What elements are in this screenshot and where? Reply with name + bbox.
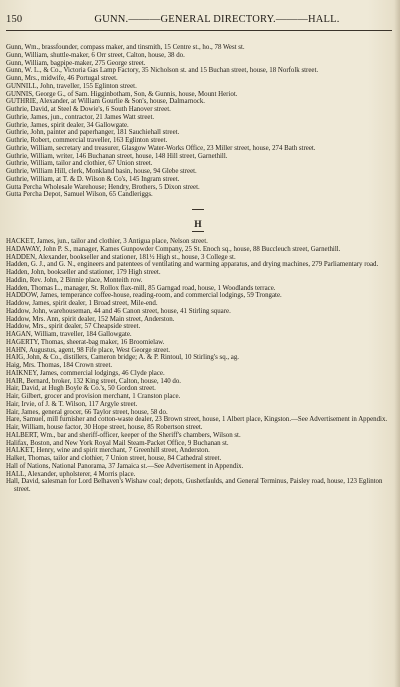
page-number: 150 bbox=[6, 14, 23, 25]
directory-entry: GUTHRIE, Alexander, at William Gourlie & Son's, house, Dalmarnock. bbox=[6, 98, 206, 106]
directory-entry: Halket, Thomas, tailor and clothier, 7 Union street, house, 84 Cathedral street. bbox=[6, 455, 222, 462]
directory-entry: Hair, Irvie, of J. & T. Wilson, 117 Argyle street. bbox=[6, 400, 138, 408]
directory-entry: GUNNILL, John, traveller, 155 Eglinton street. bbox=[6, 82, 137, 90]
directory-entry: HAGAN, William, traveller, 184 Gallowgate. bbox=[6, 331, 132, 338]
directory-entry: Hadden, John, bookseller and stationer, 179 High street. bbox=[6, 269, 161, 276]
directory-entry: HADDEN, Alexander, bookseller and stationer, 181½ High st., house, 3 College st. bbox=[6, 253, 236, 261]
directory-entry: Hadden, G. J., and G. N., engineers and patentees of ventilating and warming apparatus, and drying machines, 279 Parliamentary road. bbox=[6, 261, 379, 269]
page-edge-shadow bbox=[394, 0, 400, 687]
directory-entry: Haig, Mrs. Thomas, 184 Crown street. bbox=[6, 362, 113, 369]
section-letter-heading: H bbox=[194, 220, 202, 230]
directory-entry: Guthrie, David, at Steel & Dowie's, 6 South Hanover street. bbox=[6, 106, 171, 113]
section-g-entries bbox=[6, 44, 390, 199]
directory-entry: Guthrie, Robert, commercial traveller, 163 Eglinton street. bbox=[6, 137, 168, 144]
directory-entry: Gunn, William, bagpipe-maker, 275 George street. bbox=[6, 59, 146, 67]
section-divider-rule bbox=[192, 209, 204, 210]
directory-entry: Haddin, Rev. John, 2 Binnie place, Monteith row. bbox=[6, 276, 143, 284]
directory-entry: HAGERTY, Thomas, sheerat-bag maker, 16 Broomielaw. bbox=[6, 338, 165, 346]
section-divider-rule bbox=[192, 231, 204, 232]
directory-entry: Halifax, Boston, and New York Royal Mail Steam-Packet Office, 9 Buchanan st. bbox=[6, 439, 229, 447]
directory-entry: Gunn, Mrs., midwife, 46 Portugal street. bbox=[6, 75, 118, 82]
directory-entry: Hare, Samuel, mill furnisher and cotton-waste dealer, 23 Brown street, house, 1 Albert place, Kingston.—See Advertisement in Appendix. bbox=[6, 416, 388, 424]
directory-entry: HALL, Alexander, upholsterer, 4 Morris place. bbox=[6, 470, 136, 478]
directory-entry: GUNNIS, George G., of Sam. Higginbotham, Son, & Gunnis, house, Mount Heriot. bbox=[6, 90, 238, 98]
directory-entry: Haddow, John, warehouseman, 44 and 46 Canon street, house, 41 Stirling square. bbox=[6, 307, 231, 315]
directory-entry: HAIG, John, & Co., distillers, Cameron bridge; A. & P. Rintoul, 10 Stirling's sq., ag. bbox=[6, 354, 240, 362]
directory-entry: Hall of Nations, National Panorama, 37 Jamaica st.—See Advertisement in Appendix. bbox=[6, 462, 244, 470]
section-h-entries bbox=[6, 238, 390, 494]
directory-entry: Guthrie, William, tailor and clothier, 67 Union street. bbox=[6, 160, 153, 168]
directory-entry: Gutta Percha Depot, Samuel Wilson, 65 Candleriggs. bbox=[6, 191, 153, 199]
directory-entry: Gunn, W. L., & Co., Victoria Gas Lamp Factory, 35 Nicholson st. and 15 Buchan street, house, 18 Norfolk street. bbox=[6, 67, 319, 75]
directory-entry: Gunn, William, shuttle-maker, 6 Orr street, Calton, house, 38 do. bbox=[6, 51, 185, 59]
directory-entry: HACKET, James, jun., tailor and clothier, 3 Antigua place, Nelson street. bbox=[6, 238, 208, 245]
directory-content bbox=[6, 44, 390, 494]
directory-entry: HADAWAY, John P. S., manager, Kames Gunpowder Company, 25 St. Enoch sq., house, 88 Buccleuch street, Garnethill. bbox=[6, 245, 341, 253]
directory-entry: HALBERT, Wm., bar and sheriff-officer, keeper of the Sheriff's chambers, Wilson st. bbox=[6, 431, 241, 439]
directory-entry: HAIR, Bernard, broker, 132 King street, Calton, house, 140 do. bbox=[6, 377, 182, 385]
header-rule bbox=[6, 30, 392, 31]
directory-entry: Hadden, Thomas L., manager, St. Rollox flax-mill, 85 Garngad road, house, 1 Woodlands terrace. bbox=[6, 284, 276, 292]
directory-entry: Guthrie, William Hill, clerk, Monkland basin, house, 94 Glebe street. bbox=[6, 168, 197, 175]
directory-entry: Gunn, Wm., brassfounder, compass maker, and tinsmith, 15 Centre st., ho., 78 West st. bbox=[6, 44, 245, 51]
directory-entry: Hall, David, salesman for Lord Belhaven's Wishaw coal; depots, Gushetfaulds, and General Terminus, Paisley road, house, 123 Eglinton street. bbox=[6, 478, 383, 493]
page-header bbox=[6, 14, 394, 28]
directory-entry: Hair, James, general grocer, 66 Taylor street, house, 58 do. bbox=[6, 408, 168, 416]
directory-entry: Gutta Percha Wholesale Warehouse; Hendry, Brothers, 5 Dixon street. bbox=[6, 183, 200, 191]
directory-entry: Guthrie, William, at T. & D. Wilson & Co's, 145 Ingram street. bbox=[6, 175, 180, 183]
directory-entry: Hair, Gilbert, grocer and provision merchant, 1 Cranston place. bbox=[6, 393, 181, 400]
directory-entry: HAIKNEY, James, commercial lodgings, 46 Clyde place. bbox=[6, 369, 165, 377]
directory-entry: Hair, William, house factor, 30 Hope street, house, 85 Robertson street. bbox=[6, 424, 203, 431]
directory-entry: Hair, David, at Hugh Boyle & Co.'s, 50 Gordon street. bbox=[6, 385, 156, 393]
directory-entry: HAHN, Augustus, agent, 98 Fife place, West George street. bbox=[6, 346, 170, 354]
directory-entry: Guthrie, John, painter and paperhanger, 181 Sauchiehall street. bbox=[6, 129, 180, 137]
directory-entry: Haddow, Mrs., spirit dealer, 57 Cheapside street. bbox=[6, 323, 141, 331]
directory-entry: HALKET, Henry, wine and spirit merchant, 7 Greenhill street, Anderston. bbox=[6, 447, 210, 455]
directory-entry: Guthrie, James, jun., contractor, 21 James Watt street. bbox=[6, 113, 155, 121]
directory-entry: Guthrie, William, secretary and treasurer, Glasgow Water-Works Office, 23 Miller street, house, 274 Bath street. bbox=[6, 144, 316, 152]
directory-entry: Guthrie, William, writer, 146 Buchanan street, house, 148 Hill street, Garnethill. bbox=[6, 152, 228, 160]
directory-entry: Haddow, James, spirit dealer, 1 Broad street, Mile-end. bbox=[6, 300, 158, 307]
directory-entry: HADDOW, James, temperance coffee-house, reading-room, and commercial lodgings, 59 Trongate. bbox=[6, 292, 282, 300]
directory-entry: Haddow, Mrs. Ann, spirit dealer, 152 Main street, Anderston. bbox=[6, 315, 175, 323]
directory-entry: Guthrie, James, spirit dealer, 34 Gallowgate. bbox=[6, 121, 129, 129]
running-title: GUNN.———GENERAL DIRECTORY.———HALL. bbox=[94, 14, 340, 25]
